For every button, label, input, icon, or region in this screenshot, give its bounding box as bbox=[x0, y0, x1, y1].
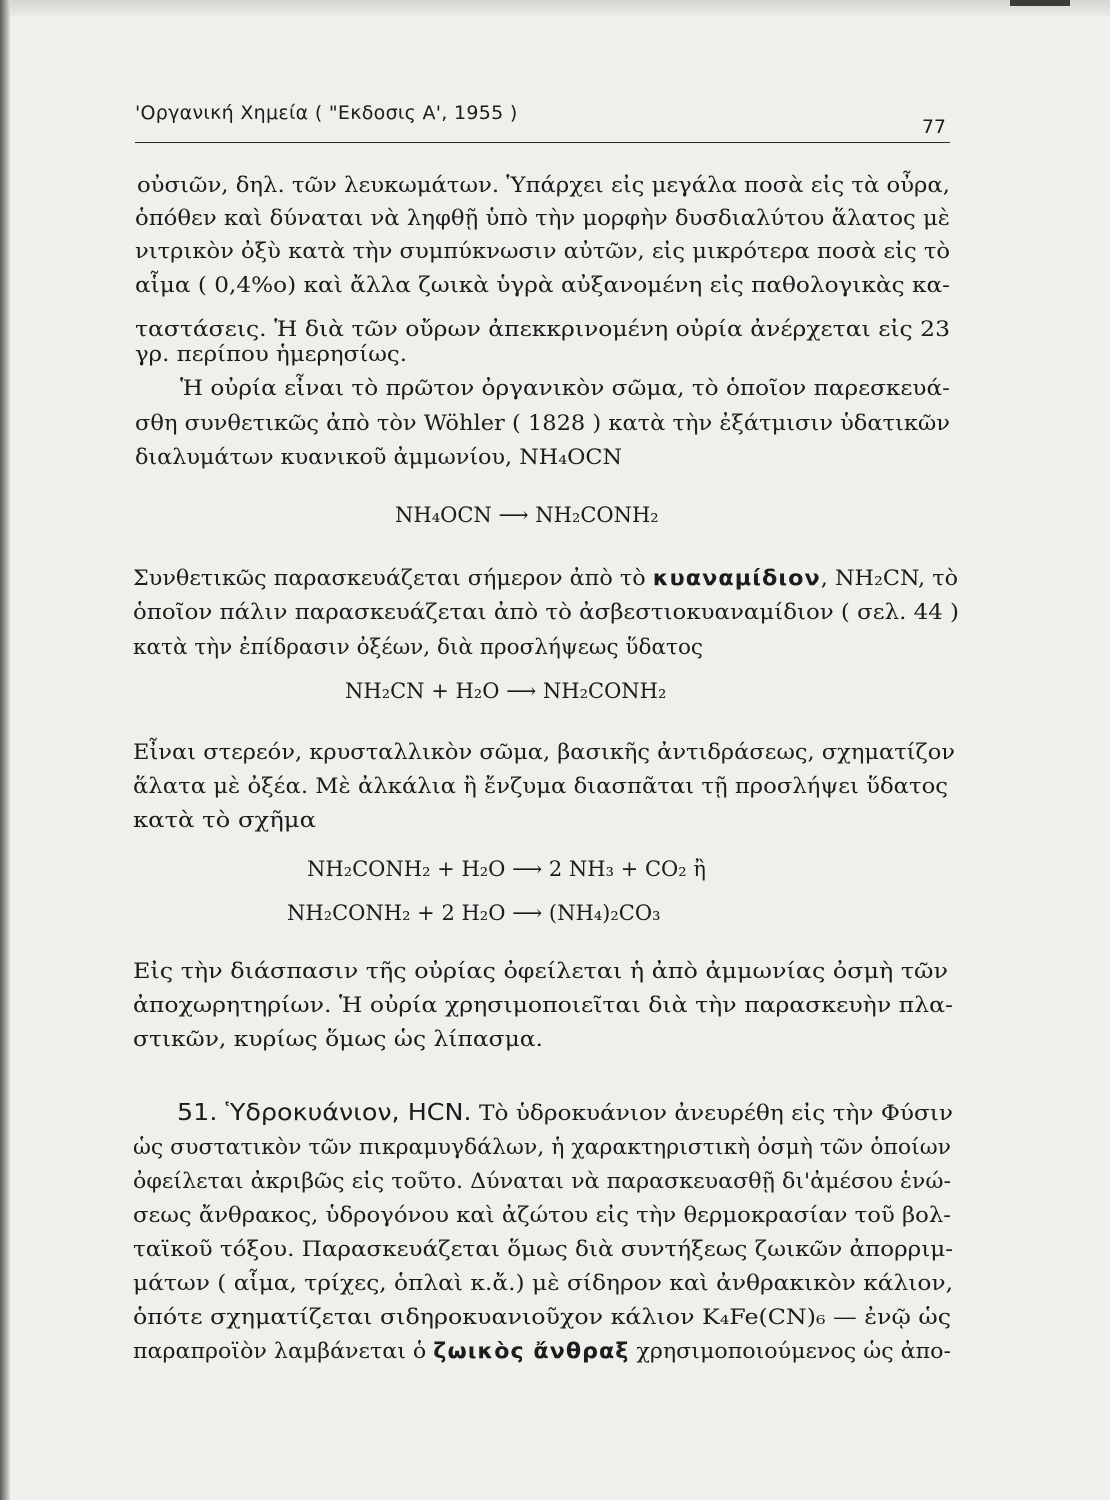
text-line: μάτων ( αἷμα, τρίχες, ὁπλαὶ κ.ἄ.) μὲ σίδηρον καὶ ἀνθρακικὸν κάλιον, bbox=[133, 1271, 953, 1295]
running-header bbox=[135, 100, 950, 143]
text-line: αἷμα ( 0,4%o) καὶ ἄλλα ζωικὰ ὑγρὰ αὐξανομένη εἰς παθολογικὰς κα- bbox=[135, 273, 950, 297]
text-line: ἅλατα μὲ ὀξέα. Μὲ ἀλκάλια ἢ ἔνζυμα διασπᾶται τῇ προσλήψει ὕδατος bbox=[133, 774, 948, 798]
equation-urea-hydrolysis-1: NH₂CONH₂ + H₂O ⟶ 2 NH₃ + CO₂ ἢ bbox=[307, 857, 706, 881]
text-line: οὐσιῶν, δηλ. τῶν λευκωμάτων. Ὑπάρχει εἰς μεγάλα ποσὰ εἰς τὰ οὖρα, bbox=[137, 173, 950, 197]
text-line: Συνθετικῶς παρασκευάζεται σήμερον ἀπὸ τὸ κυαναμίδιον, NH₂CN, τὸ bbox=[133, 566, 958, 590]
text-line: ὁποῖον πάλιν παρασκευάζεται ἀπὸ τὸ ἀσβεστιοκυαναμίδιον ( σελ. 44 ) bbox=[133, 600, 959, 624]
equation-urea-synthesis: NH₄OCN ⟶ NH₂CONH₂ bbox=[395, 503, 659, 527]
equation-cyanamide-hydration: NH₂CN + H₂O ⟶ NH₂CONH₂ bbox=[345, 679, 667, 703]
equation-urea-hydrolysis-2: NH₂CONH₂ + 2 H₂O ⟶ (NH₄)₂CO₃ bbox=[287, 901, 661, 925]
text-line: ὁπόθεν καὶ δύναται νὰ ληφθῇ ὑπὸ τὴν μορφὴν δυσδιαλύτου ἅλατος μὲ bbox=[135, 206, 950, 230]
section-title-hcn: 51. Ὑδροκυάνιον, HCN. bbox=[177, 1100, 472, 1126]
text-line: κατὰ τὴν ἐπίδρασιν ὀξέων, διὰ προσλήψεως ὕδατος bbox=[133, 635, 703, 659]
text-line: σεως ἄνθρακος, ὑδρογόνου καὶ ἀζώτου εἰς τὴν θερμοκρασίαν τοῦ βολ- bbox=[133, 1203, 951, 1227]
text-line: διαλυμάτων κυανικοῦ ἀμμωνίου, NH₄OCN bbox=[135, 445, 622, 469]
text-line: νιτρικὸν ὀξὺ κατὰ τὴν συμπύκνωσιν αὐτῶν, εἰς μικρότερα ποσὰ εἰς τὸ bbox=[135, 239, 950, 263]
text-line: ταστάσεις. Ἡ διὰ τῶν οὔρων ἀπεκκρινομένη οὐρία ἀνέρχεται εἰς 23 bbox=[135, 317, 950, 341]
scan-mark bbox=[1010, 0, 1070, 6]
text-line: ὡς συστατικὸν τῶν πικραμυγδάλων, ἡ χαρακτηριστικὴ ὀσμὴ τῶν ὁποίων bbox=[133, 1135, 951, 1159]
text-line: Εἶναι στερεόν, κρυσταλλικὸν σῶμα, βασικῆς ἀντιδράσεως, σχηματίζον bbox=[133, 740, 956, 764]
section-heading-line: 51. Ὑδροκυάνιον, HCN. Τὸ ὑδροκυάνιον ἀνευρέθη εἰς τὴν Φύσιν bbox=[177, 1100, 953, 1126]
text-line: ὀφείλεται ἀκριβῶς εἰς τοῦτο. Δύναται νὰ παρασκευασθῇ δι'ἀμέσου ἑνώ- bbox=[133, 1169, 951, 1193]
term-animal-charcoal: ζωικὸς ἄνθραξ bbox=[433, 1339, 630, 1363]
text-line: ὁπότε σχηματίζεται σιδηροκυανιοῦχον κάλιον K₄Fe(CN)₆ — ἐνῷ ὡς bbox=[133, 1305, 952, 1329]
header-title: 'Οργανική Χημεία ( "Εκδοσις Α', 1955 ) bbox=[135, 102, 518, 124]
text-line: σθη συνθετικῶς ἀπὸ τὸν Wöhler ( 1828 ) κατὰ τὴν ἐξάτμισιν ὑδατικῶν bbox=[135, 411, 950, 435]
text-line: ταϊκοῦ τόξου. Παρασκευάζεται ὅμως διὰ συντήξεως ζωικῶν ἀπορριμ- bbox=[133, 1237, 953, 1261]
text-line: κατὰ τὸ σχῆμα bbox=[133, 808, 316, 832]
text-line: ἀποχωρητηρίων. Ἡ οὐρία χρησιμοποιεῖται διὰ τὴν παρασκευὴν πλα- bbox=[133, 993, 953, 1017]
page-number: 77 bbox=[921, 116, 946, 138]
text-line: στικῶν, κυρίως ὅμως ὡς λίπασμα. bbox=[133, 1027, 543, 1051]
text-line: Ἡ οὐρία εἶναι τὸ πρῶτον ὀργανικὸν σῶμα, τὸ ὁποῖον παρεσκευά- bbox=[180, 376, 950, 400]
page-top-edge bbox=[10, 0, 1110, 16]
term-cyanamide: κυαναμίδιον bbox=[652, 566, 821, 590]
text-line: γρ. περίπου ἡμερησίως. bbox=[135, 342, 407, 366]
text-line: Εἰς τὴν διάσπασιν τῆς οὐρίας ὀφείλεται ἡ ἀπὸ ἀμμωνίας ὀσμὴ τῶν bbox=[133, 959, 948, 983]
text-line: παραπροϊὸν λαμβάνεται ὁ ζωικὸς ἄνθραξ χρησιμοποιούμενος ὡς ἀπο- bbox=[133, 1339, 951, 1363]
